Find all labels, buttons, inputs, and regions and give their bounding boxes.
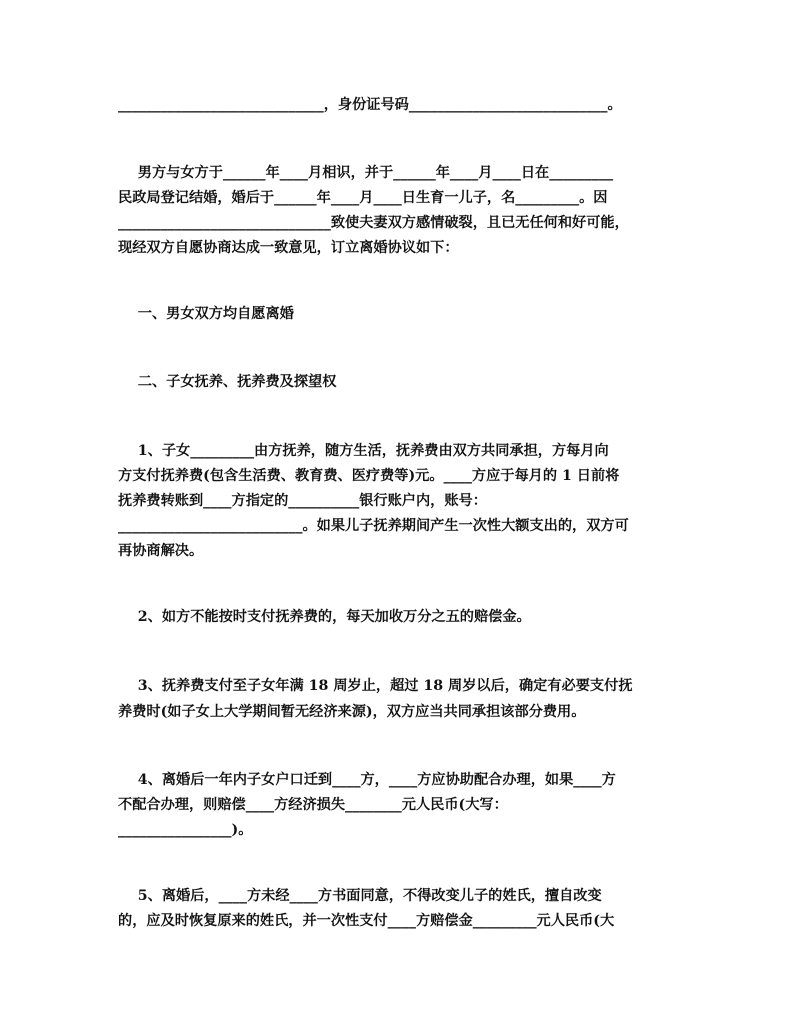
text-line-9: 方支付抚养费(包含生活费、教育费、医疗费等)元。____方应于每月的 1 日前将 <box>118 468 620 484</box>
text-line-13: 2、如方不能按时支付抚养费的，每天加收万分之五的赔偿金。 <box>118 609 531 625</box>
text-line-15: 养费时(如子女上大学期间暂无经济来源)，双方应当共同承担该部分费用。 <box>118 704 586 720</box>
text-line-4: ______________________________致使夫妻双方感情破裂，且已无任何和好可能， <box>118 215 629 231</box>
text-line-10: 抚养费转账到____方指定的__________银行账户内，账号： <box>118 493 487 509</box>
section-heading-2: 二、子女抚养、抚养费及探望权 <box>118 374 337 390</box>
text-line-20: 的，应及时恢复原来的姓氏，并一次性支付____方赔偿金_________元人民币(大 <box>118 913 615 929</box>
text-line-5: 现经双方自愿协商达成一致意见，订立离婚协议如下： <box>118 240 459 256</box>
text-line-14: 3、抚养费支付至子女年满 18 周岁止，超过 18 周岁以后，确定有必要支付抚 <box>118 678 633 694</box>
text-line-2: 男方与女方于______年____月相识，并于______年____月____日在_________ <box>118 165 614 181</box>
text-line-8: 1、子女_________由方抚养，随方生活，抚养费由双方共同承担，方每月向 <box>118 443 609 459</box>
section-heading-1: 一、男女双方均自愿离婚 <box>118 306 294 322</box>
text-line-3: 民政局登记结婚，婚后于______年____月____日生育一儿子，名_________。因 <box>118 190 608 206</box>
text-line-18: ________________)。 <box>118 822 253 838</box>
text-line-16: 4、离婚后一年内子女户口迁到____方，____方应协助配合办理，如果____方 <box>118 772 616 788</box>
text-line-11: __________________________。如果儿子抚养期间产生一次性大额支出的，双方可 <box>118 518 629 534</box>
text-line-12: 再协商解决。 <box>118 543 204 559</box>
text-line-19: 5、离婚后，____方未经____方书面同意，不得改变儿子的姓氏，擅自改变 <box>118 888 602 904</box>
text-line-17: 不配合办理，则赔偿____方经济损失________元人民币(大写： <box>118 797 508 813</box>
text-line-1: _____________________________，身份证号码____________________________。 <box>118 97 622 113</box>
